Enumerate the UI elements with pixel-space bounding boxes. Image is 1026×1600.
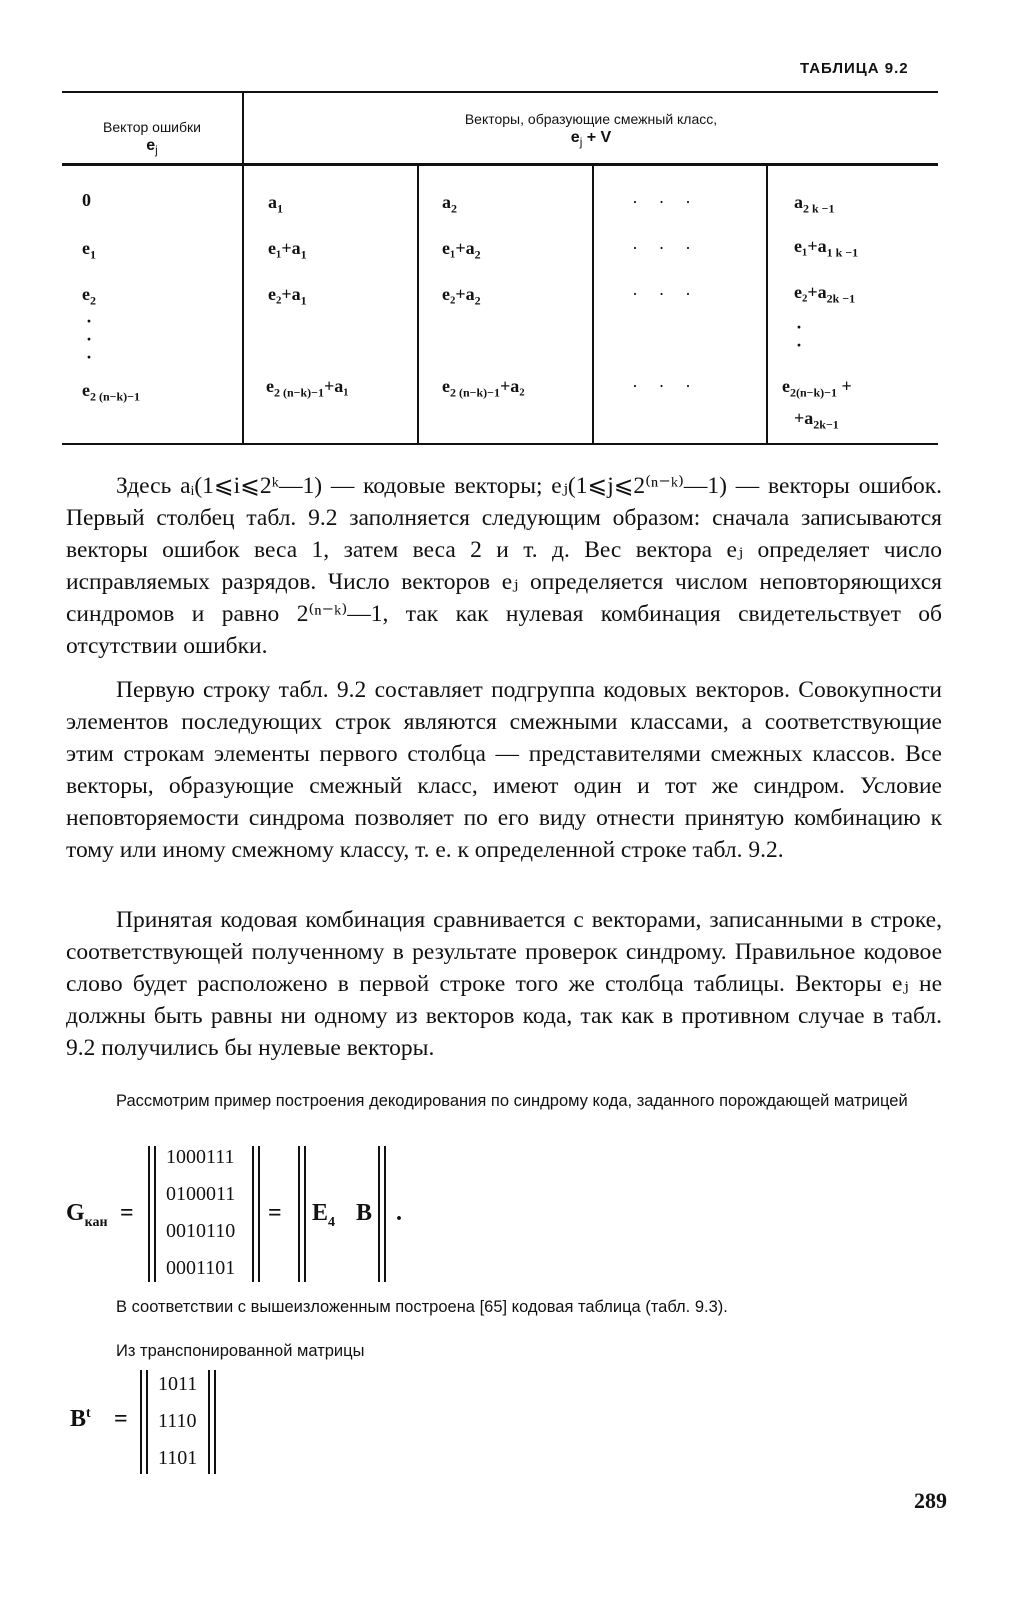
g-row-1: 1000111 (166, 1146, 235, 1168)
row2-dots: · · · (632, 284, 699, 304)
g-row-3: 0010110 (166, 1220, 236, 1242)
row0-col3: $a_2$ (442, 192, 457, 216)
header-coset-index: j (579, 135, 583, 149)
row2-col5: $e_2+a_{2k -1}$ (794, 282, 856, 306)
header-error-vector-label: Вектор ошибки (103, 119, 201, 135)
row2-col1: $e_2$ (82, 284, 96, 308)
col5-vertical-ellipsis: · · (796, 317, 803, 355)
row0-dots: · · · (632, 192, 699, 212)
row3-col2: $e_{2 (n-k)-1}+a_1$ (266, 376, 349, 400)
g-period: . (396, 1200, 402, 1226)
paragraph-2: Первую строку табл. 9.2 составляет подгруппа кодовых векторов. Совокупности элементов последующих строк являются смежными классами, а соответствующие этим строкам элементы первого столбца — представителями смежных классов. Все векторы, образующие смежный класс, имеют один и тот же синдром. Условие неповторяемости синдрома позволяет по его виду отнести принятую комбинацию к тому или иному смежному классу, т. е. к определенной строке табл. 9.2. (66, 677, 942, 863)
table-bottom-rule (62, 443, 938, 445)
eb-left-bar-1 (298, 1146, 300, 1282)
bt-right-bar-2 (214, 1370, 216, 1474)
bt-equals: = (114, 1406, 128, 1432)
row3-col5-line1: $e_{2(n-k)-1}$ + (782, 376, 852, 400)
bt-matrix-rows (158, 1366, 197, 1477)
row2-col2: $e_2+a_1$ (268, 284, 307, 308)
row3-col3: $e_{2 (n-k)-1}+a_2$ (442, 376, 525, 400)
g-label: $G_{кан}$ (66, 1200, 108, 1230)
eb-right-bar-1 (378, 1146, 380, 1282)
row2-col3: $e_2+a_2$ (442, 284, 481, 308)
row3-col5-line2: $+a_{2k-1}$ (794, 408, 839, 432)
bt-label: $B^t$ (70, 1406, 91, 1432)
bt-row-1: 1011 (158, 1373, 198, 1395)
row1-col2: $e_1+a_1$ (268, 238, 307, 262)
g-equals: = (120, 1200, 134, 1226)
row3-dots: · · · (632, 376, 699, 396)
table-vline-4 (766, 165, 768, 444)
bt-right-bar-1 (208, 1370, 210, 1474)
header-error-vector-symbol: e (146, 137, 156, 154)
g-right-bar-2 (258, 1146, 260, 1282)
table-vline-2 (417, 165, 419, 444)
g-right-bar-1 (252, 1146, 254, 1282)
row0-col1: 0 (82, 190, 91, 210)
row1-col3: $e_1+a_2$ (442, 238, 481, 262)
bt-left-bar-1 (140, 1370, 142, 1474)
small-text-transposed: Из транспонированной матрицы (116, 1342, 365, 1360)
table-top-rule (62, 91, 938, 93)
bt-row-2: 1110 (158, 1410, 197, 1432)
header-coset-tail: + V (582, 129, 612, 146)
table-header-rule (62, 163, 938, 166)
e4-block: $E_4$ (312, 1200, 336, 1230)
eb-right-bar-2 (384, 1146, 386, 1282)
g-left-bar-1 (148, 1146, 150, 1282)
page-number: 289 (914, 1488, 947, 1513)
small-text-table: В соответствии с вышеизложенным построена [65] кодовая таблица (табл. 9.3). (116, 1298, 728, 1316)
bt-left-bar-2 (146, 1370, 148, 1474)
b-block: B (356, 1200, 373, 1226)
row0-col2: $a_1$ (268, 192, 283, 216)
g-left-bar-2 (154, 1146, 156, 1282)
g-row-2: 0100011 (166, 1183, 236, 1205)
table-caption: ТАБЛИЦА 9.2 (800, 60, 909, 77)
row1-col1: $e_1$ (82, 238, 96, 262)
col1-vertical-ellipsis: · · · (86, 311, 93, 367)
header-error-vector (62, 118, 242, 160)
paragraph-3: Принятая кодовая комбинация сравнивается с векторами, записанными в строке, соответствующей полученному в результате проверок синдрому. Правильное кодовое слово будет расположено в первой строке того же столбца таблицы. Векторы eⱼ не должны быть равны ни одному из векторов кода, так как в противном случае в табл. 9.2 получились бы нулевые векторы. (66, 907, 942, 1061)
header-coset-symbol: e (570, 129, 580, 146)
header-coset-vectors (244, 110, 938, 152)
row0-col5: $a_{2 k -1}$ (794, 192, 835, 216)
bt-row-3: 1101 (158, 1447, 198, 1469)
g-matrix-rows (166, 1139, 235, 1287)
header-error-vector-index: j (155, 143, 158, 157)
g-row-4: 0001101 (166, 1257, 236, 1279)
g-equals-2: = (268, 1200, 282, 1226)
row3-col1: $e_{2 (n-k)-1}$ (82, 380, 141, 404)
header-coset-label: Векторы, образующие смежный класс, (464, 111, 718, 127)
table-vline-3 (592, 165, 594, 444)
eb-left-bar-2 (304, 1146, 306, 1282)
small-text-example: Рассмотрим пример построения декодирования по синдрому кода, заданного порождающей матрицей (116, 1092, 908, 1110)
row1-dots: · · · (632, 238, 699, 258)
row1-col5: $e_1+a_{1 k -1}$ (794, 236, 859, 260)
paragraph-1: Здесь aᵢ(1⩽i⩽2ᵏ—1) — кодовые векторы; eⱼ(1⩽j⩽2⁽ⁿ⁻ᵏ⁾—1) — векторы ошибок. Первый столбец табл. 9.2 заполняется следующим образом: сначала записываются векторы ошибок веса 1, затем веса 2 и т. д. Вес вектора eⱼ определяет число исправляемых разрядов. Число векторов eⱼ определяется числом неповторяющихся синдромов и равно 2⁽ⁿ⁻ᵏ⁾—1, так как нулевая комбинация свидетельствует об отсутствии ошибки. (66, 473, 942, 659)
